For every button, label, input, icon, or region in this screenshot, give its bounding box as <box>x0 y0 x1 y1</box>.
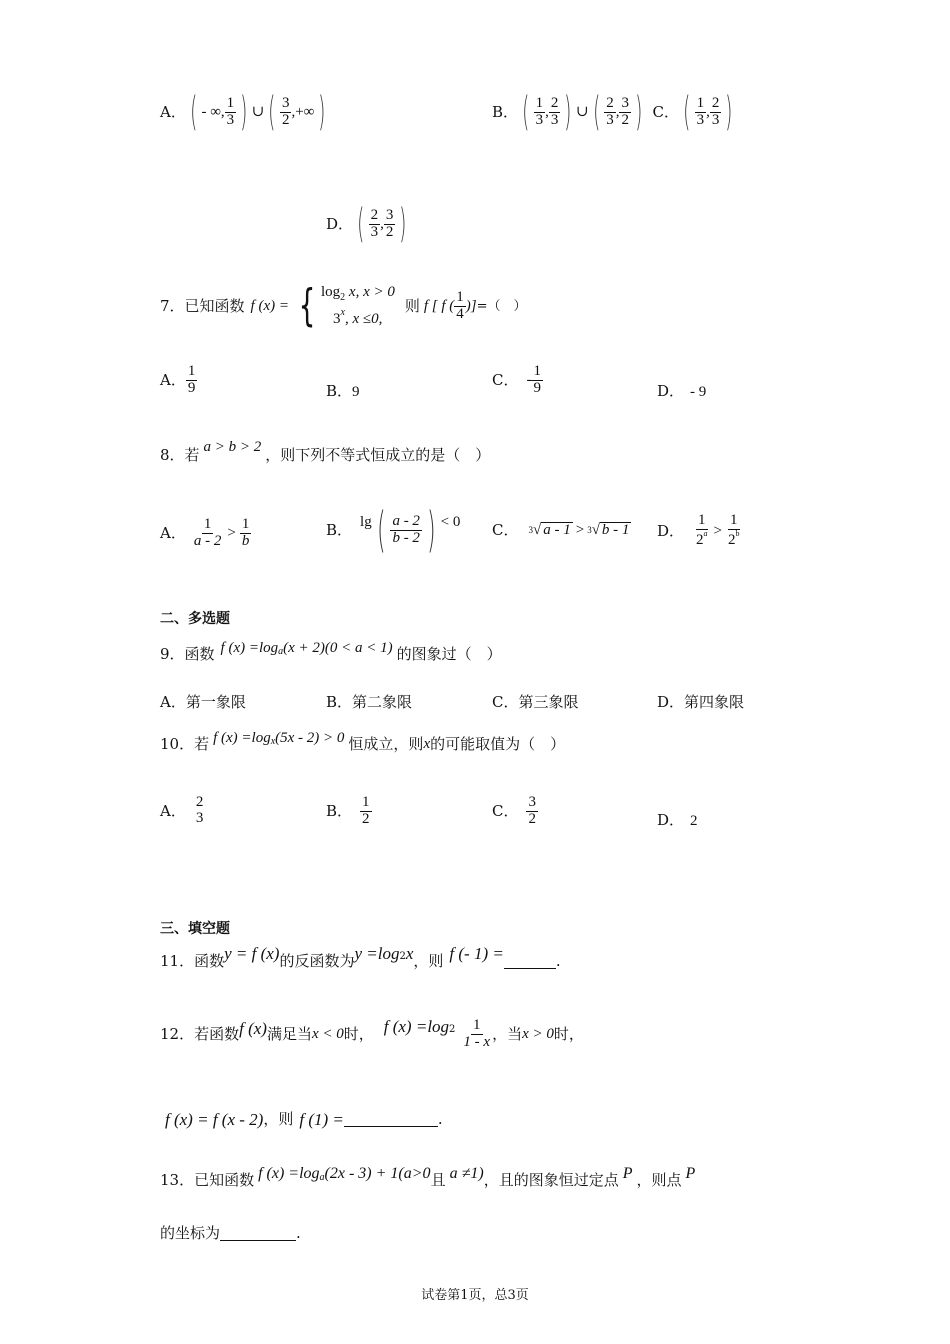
q6-d-label: D． <box>326 214 354 233</box>
q6-option-b: B． ( $\frac{1}{3}$ , $\frac{2}{3}$ ) ∪ ( $\frac{2}{3}$ , $\frac{3}{2}$ ) C． ( $\frac{1}{3}$ , $\frac{2}{3}$ ) <box>492 89 733 135</box>
q8-option-c: C． 3 √ a - 1 > 3 √ b - 1 <box>492 520 630 539</box>
section-title-fill-in: 三、填空题 <box>160 921 230 937</box>
q8-condition: a > b > 2 <box>203 438 262 455</box>
q7-stem: 7．已知函数 f (x) = { $\log_2 x$, x > 0 3$^x$, x ≤0, 则 f [ f ( $\frac{1}{4}$ )] =（ ） <box>160 280 527 331</box>
q7-option-b: B．9 <box>326 382 360 400</box>
union-symbol: ∪ <box>251 103 265 120</box>
q6-a-label: A． <box>160 102 186 121</box>
q6-a-frac2: $\frac{3}{2}$ <box>281 94 290 128</box>
q9-option-d: D．第四象限 <box>657 693 745 711</box>
q12-line2: f (x) = f (x - 2) ，则 f (1) = . <box>165 1109 443 1129</box>
q13-stem: 13．已知函数 f (x) =log a (2x - 3) + 1(a>0 且 a ≠1) ，且的图象恒过定点 P ，则点 P <box>160 1165 696 1189</box>
left-paren: ( <box>190 89 198 135</box>
left-brace: { <box>298 280 316 331</box>
q6-option-a: A． ( - ∞, $\frac{1}{3}$ ) ∪ ( $\frac{3}{2}$ ,+∞ ) <box>160 89 326 135</box>
q8-stem: 8．若 a > b > 2 ，则下列不等式恒成立的是（ ） <box>160 438 491 464</box>
q8-option-b: B． lg ( $\frac{a - 2}{b - 2}$ ) < 0 <box>326 502 461 558</box>
q6-b-label: B． <box>492 102 519 121</box>
q7-option-a: A． $\frac{1}{9}$ <box>160 362 196 396</box>
q9-option-a: A．第一象限 <box>160 693 246 711</box>
q7-frac: $\frac{1}{4}$ <box>456 288 464 322</box>
q6-c-label: C． <box>652 102 680 121</box>
q10-stem: 10．若 f (x) =log x (5x - 2) > 0 恒成立，则 x 的可能取值为（ ） <box>160 729 566 753</box>
q8-option-a: A． $\frac{1}{a - 2}$ > $\frac{1}{b}$ <box>160 515 250 549</box>
q12-answer-blank[interactable] <box>344 1112 438 1127</box>
q7-then: 则 <box>404 296 420 315</box>
q12-stem: 12．若函数 f (x) 满足当 x < 0 时， f (x) =log 2 $\frac{1}{1 - x}$ ，当 x > 0 时， <box>160 1016 584 1050</box>
q10-option-b: B． $\frac{1}{2}$ <box>326 793 370 827</box>
q10-option-d: D． 2 <box>657 811 698 829</box>
q6-option-d: D． ( $\frac{2}{3}$ , $\frac{3}{2}$ ) <box>326 201 407 247</box>
q13-answer-blank[interactable] <box>220 1226 296 1241</box>
q11-stem: 11．函数 y = f (x) 的反函数为 y =log 2 x ，则 f (- 1) = . <box>160 943 561 970</box>
q7-number: 7．已知函数 <box>160 296 245 315</box>
section-title-multiple-choice: 二、多选题 <box>160 611 230 627</box>
q7-option-d: D． - 9 <box>657 382 707 400</box>
q9-option-b: B．第二象限 <box>326 693 413 711</box>
page-footer: 试卷第1页，总3页 <box>421 1288 529 1303</box>
q6-a-neginf: - ∞, <box>201 103 225 120</box>
q7-fx: f (x) = <box>250 297 289 314</box>
q6-a-frac1: $\frac{1}{3}$ <box>226 94 235 128</box>
q11-answer-blank[interactable] <box>504 954 556 969</box>
q6-a-posinf: ,+∞ <box>291 103 315 120</box>
q9-stem: 9．函数 f (x) =log a (x + 2)(0 < a < 1) 的图象过（ ） <box>160 639 502 663</box>
q8-option-d: D． $\frac{1}{2^a}$ > $\frac{1}{2^b}$ <box>657 512 740 548</box>
q9-option-c: C．第三象限 <box>492 693 579 711</box>
q10-option-a: A． 2 3 <box>160 794 204 826</box>
q7-option-c: C． - $\frac{1}{9}$ <box>492 362 541 396</box>
q7-piecewise: $\log_2 x$, x > 0 3$^x$, x ≤0, <box>320 284 395 328</box>
q10-option-c: C． $\frac{3}{2}$ <box>492 793 536 827</box>
q13-line2: 的坐标为 . <box>160 1224 301 1242</box>
